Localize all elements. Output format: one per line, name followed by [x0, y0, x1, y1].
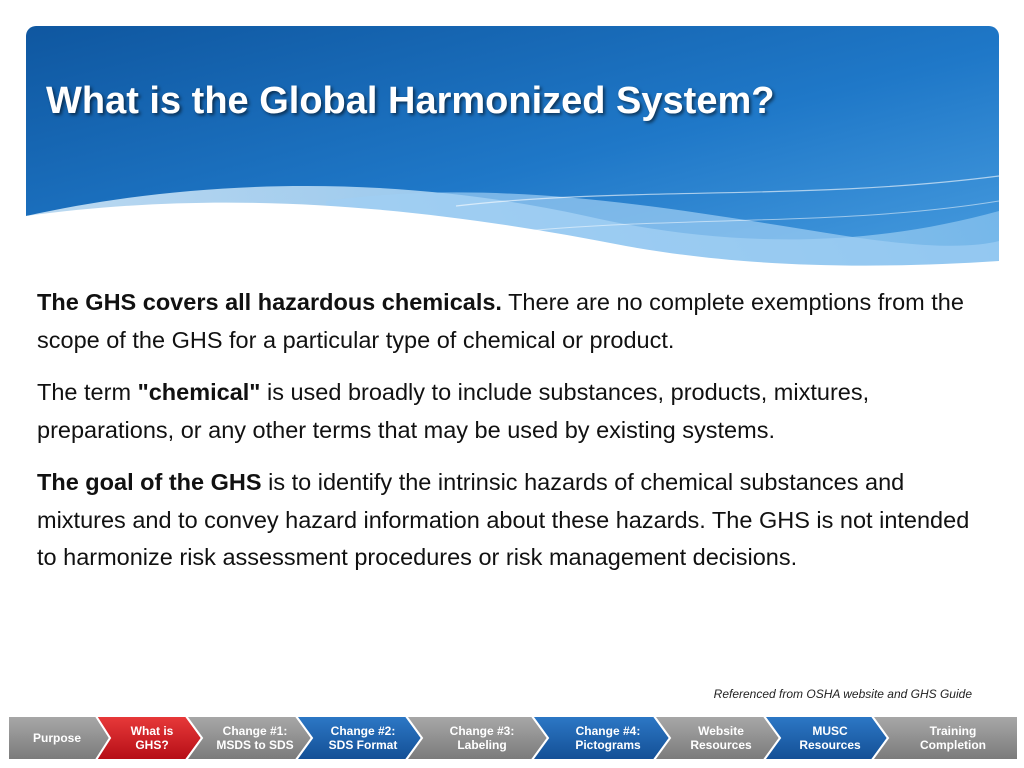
navigation-bar [6, 714, 1020, 762]
nav-label-line1: What is [130, 724, 174, 738]
nav-musc-resources[interactable] [780, 714, 880, 762]
nav-change-1[interactable] [202, 714, 308, 762]
paragraph-chemical-pre: The term [37, 379, 138, 405]
nav-label-line2: Resources [799, 738, 861, 752]
nav-label-line2: Pictograms [575, 738, 641, 752]
nav-label-line2: GHS? [135, 738, 169, 752]
nav-label-line1: MUSC [812, 724, 848, 738]
nav-label-line2: Labeling [457, 738, 507, 752]
paragraph-scope-bold: The GHS covers all hazardous chemicals. [37, 289, 502, 315]
paragraph-goal-text: is to identify the intrinsic hazards of chemical substances and mixtures and to convey hazard information about these hazards. The GHS is not intended to harmonize risk assessment procedures or risk management decisions. [37, 469, 970, 570]
nav-label-line1: Change #2: [330, 724, 396, 738]
nav-purpose[interactable] [8, 714, 106, 762]
paragraph-scope-text: There are no complete exemptions from the scope of the GHS for a particular type of chemical or product. [37, 289, 964, 353]
nav-label-line1: Change #3: [449, 724, 515, 738]
paragraph-scope [37, 284, 992, 359]
nav-change-2[interactable] [312, 714, 414, 762]
slide-header-banner [26, 26, 999, 271]
reference-note: Referenced from OSHA website and GHS Guide [713, 687, 972, 701]
nav-label-line2: Resources [690, 738, 752, 752]
paragraph-chemical-text: is used broadly to include substances, products, mixtures, preparations, or any other terms that may be used by existing systems. [37, 379, 870, 443]
body-text [37, 284, 992, 592]
nav-website-resources[interactable] [670, 714, 772, 762]
nav-label-line2: Completion [920, 738, 986, 752]
nav-change-4[interactable] [548, 714, 668, 762]
paragraph-goal-bold: The goal of the GHS [37, 469, 262, 495]
nav-training-completion[interactable] [888, 714, 1018, 762]
paragraph-chemical-bold: "chemical" [137, 379, 261, 405]
nav-label-line1: Website [698, 724, 744, 738]
nav-label-line1: Change #4: [575, 724, 641, 738]
nav-label-line2: SDS Format [328, 738, 398, 752]
nav-label-line1: Purpose [32, 731, 81, 745]
nav-label-line1: Change #1: [222, 724, 288, 738]
nav-label-line1: Training [929, 724, 977, 738]
nav-what-is-ghs[interactable] [110, 714, 194, 762]
paragraph-goal [37, 464, 992, 577]
slide-title: What is the Global Harmonized System? [46, 80, 775, 122]
paragraph-chemical-term [37, 374, 992, 449]
nav-change-3[interactable] [422, 714, 542, 762]
nav-label-line2: MSDS to SDS [216, 738, 294, 752]
